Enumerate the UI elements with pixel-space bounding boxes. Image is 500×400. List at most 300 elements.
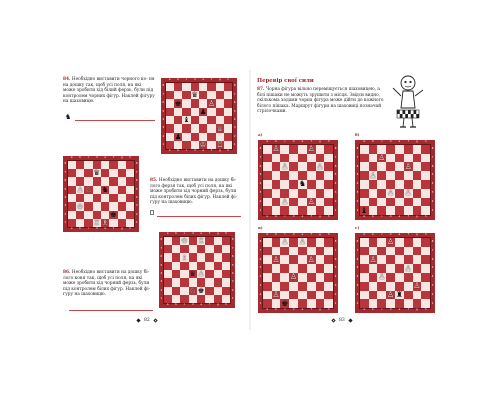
file-label: a [166,231,169,235]
square-g8 [413,145,422,154]
square-a2 [263,291,272,300]
square-d6 [191,99,199,107]
rank-label: 2 [135,212,138,216]
square-f6 [307,255,316,264]
square-c4 [280,273,289,282]
square-d8 [386,238,395,247]
square-f2 [109,211,117,219]
file-label: g [416,232,418,236]
rank-label: 2 [259,292,262,296]
square-a6 [166,99,174,107]
square-a6 [263,162,272,171]
square-e3 [298,189,307,198]
rank-label: 5 [356,266,359,270]
board-c [258,233,338,313]
file-label: c [87,155,90,159]
square-f4 [205,270,213,278]
square-f7 [307,154,316,163]
file-label: e [104,155,106,159]
square-a2 [263,198,272,207]
square-b1 [272,206,281,215]
white-piece: ♖ [197,235,205,245]
square-c5 [280,171,289,180]
square-e7 [395,154,404,163]
file-label: h [225,303,228,307]
square-e4 [197,270,205,278]
white-piece: ♙ [404,188,412,198]
board-grid [263,238,333,308]
square-h3 [324,189,333,198]
square-d6 [289,255,298,264]
rank-label: 7 [231,246,234,250]
square-b2 [272,198,281,207]
square-d7 [191,91,199,99]
file-label: b [79,155,81,159]
rank-label: 8 [231,238,234,242]
square-f2 [205,287,213,295]
square-a5 [164,262,172,270]
square-c1 [280,206,289,215]
rank-label: 1 [259,301,262,305]
file-label: h [129,227,132,231]
square-a4 [360,273,369,282]
square-b4 [172,270,180,278]
file-label: c [183,303,186,307]
rank-label: 3 [356,283,359,287]
square-e7 [101,169,109,177]
square-g7 [413,154,422,163]
square-e3 [395,189,404,198]
square-a4 [68,194,76,202]
square-c6 [280,162,289,171]
square-f2 [404,198,413,207]
square-h7 [222,245,230,253]
square-e5 [101,186,109,194]
rank-label: 2 [431,199,434,203]
rank-label: 8 [334,239,337,243]
label-a: а) [258,132,263,137]
rank-label: 1 [231,296,234,300]
rank-label: 5 [64,187,67,191]
square-a4 [360,180,369,189]
square-g1 [413,299,422,308]
file-label: d [95,227,98,231]
white-piece: ♙ [369,170,377,180]
square-e1 [298,299,307,308]
rank-label: 7 [356,248,359,252]
square-a8 [360,238,369,247]
square-c3 [182,124,190,132]
rank-label: 7 [64,170,67,174]
square-d7 [189,245,197,253]
square-f6 [307,162,316,171]
black-piece: ♚ [110,210,117,220]
square-g4 [316,180,325,189]
square-c1 [377,299,386,308]
square-h3 [421,189,430,198]
rank-label: 5 [334,266,337,270]
square-c4 [377,273,386,282]
square-b6 [172,253,180,261]
square-f8 [207,83,215,91]
white-piece: ♙ [316,161,324,171]
square-f4 [404,273,413,282]
square-h1 [324,206,333,215]
left-page [55,70,250,330]
square-g6 [413,162,422,171]
rank-label: 8 [64,162,67,166]
file-label: h [327,232,330,236]
square-e5 [395,171,404,180]
square-h7 [421,154,430,163]
file-label: e [301,139,304,143]
square-e3 [199,124,207,132]
square-b5 [272,171,281,180]
square-b8 [172,237,180,245]
square-f3 [307,282,316,291]
square-c4 [377,180,386,189]
square-a7 [164,245,172,253]
rank-label: 6 [64,179,67,183]
square-f2 [404,291,413,300]
square-a4 [164,270,172,278]
file-label: g [219,77,221,81]
square-b5 [172,262,180,270]
square-h7 [224,91,232,99]
square-e2 [298,291,307,300]
rank-label: 3 [259,190,262,194]
square-h5 [222,262,230,270]
square-g6 [316,255,325,264]
white-piece: ♕ [216,123,224,133]
rank-label: 8 [431,146,434,150]
square-b3 [172,278,180,286]
square-e1 [101,219,109,227]
answer-line-86 [69,310,153,311]
square-d4 [189,270,197,278]
square-b4 [369,180,378,189]
square-d8 [289,238,298,247]
file-label: g [121,227,123,231]
square-a2 [164,287,172,295]
black-piece: ♞ [298,179,306,189]
square-c8 [280,145,289,154]
black-piece: ♟ [174,132,182,142]
square-h5 [126,186,134,194]
square-g3 [413,282,422,291]
rank-label: 6 [162,101,165,105]
file-label: h [327,139,330,143]
square-g1 [118,219,126,227]
square-e2 [197,287,205,295]
square-g8 [413,238,422,247]
file-label: f [211,149,212,153]
square-d7 [289,247,298,256]
square-a6 [164,253,172,261]
file-label: g [217,303,219,307]
white-piece: ♙ [369,254,377,264]
rank-label: 7 [431,155,434,159]
file-label: e [398,139,401,143]
square-b7 [174,91,182,99]
white-piece: ♔ [181,235,188,245]
file-label: a [266,215,268,219]
rank-label: 6 [431,164,434,168]
white-piece: ♙ [281,197,289,207]
rank-label: 1 [356,208,359,212]
square-g8 [214,237,222,245]
square-a2 [166,133,174,141]
file-label: b [79,227,81,231]
rank-label: 5 [431,173,434,177]
white-piece: ♙ [387,188,395,198]
square-e7 [298,247,307,256]
rank-label: 1 [259,208,262,212]
square-g5 [316,264,325,273]
square-e4 [298,180,307,189]
square-h5 [421,171,430,180]
square-f5 [404,264,413,273]
square-a1 [263,299,272,308]
section-title: Перевір свої сили [257,78,314,84]
file-label: d [292,215,295,219]
square-f4 [207,116,215,124]
rank-label: 3 [334,190,337,194]
rank-label: 8 [162,84,165,88]
square-g6 [118,177,126,185]
square-h6 [421,162,430,171]
square-g1 [216,141,224,149]
square-f3 [207,124,215,132]
square-c3 [377,189,386,198]
rank-label: 5 [162,109,165,113]
square-a8 [166,83,174,91]
rank-label: 1 [356,301,359,305]
square-b8 [76,161,84,169]
file-label: a [166,303,169,307]
white-piece: ♙ [290,272,298,282]
file-label: c [381,308,383,312]
rank-label: 3 [135,204,138,208]
square-a2 [68,211,76,219]
rank-label: 6 [135,179,138,183]
square-h1 [421,299,430,308]
rank-label: 1 [160,296,163,300]
square-b5 [369,264,378,273]
square-b4 [272,273,281,282]
file-label: a [363,232,365,236]
square-d6 [93,177,101,185]
rank-label: 2 [231,288,234,292]
white-piece: ♙ [404,161,412,171]
square-h2 [324,291,333,300]
square-g5 [413,264,422,273]
square-b5 [272,264,281,273]
white-piece: ♙ [208,98,215,108]
square-g4 [214,270,222,278]
white-piece: ♖ [216,140,224,150]
white-piece: ♙ [387,290,395,300]
square-c1 [182,141,190,149]
square-c4 [182,116,190,124]
square-f7 [207,91,215,99]
square-e1 [197,295,205,303]
file-label: b [275,232,277,236]
square-f7 [404,247,413,256]
file-label: a [266,308,268,312]
square-f8 [404,238,413,247]
square-h7 [421,247,430,256]
rank-label: 3 [64,204,67,208]
file-label: d [292,139,295,143]
rank-label: 2 [334,292,337,296]
square-h4 [421,273,430,282]
white-piece: ♙ [281,237,289,247]
board-85 [63,156,139,232]
board-a [258,140,338,220]
rank-label: 7 [259,248,262,252]
square-f5 [307,171,316,180]
square-g6 [216,99,224,107]
square-d5 [386,264,395,273]
rank-label: 6 [356,164,359,168]
rank-label: 8 [135,162,138,166]
square-a4 [166,116,174,124]
square-a5 [263,171,272,180]
square-d5 [289,171,298,180]
square-g2 [214,287,222,295]
square-c7 [182,91,190,99]
file-label: h [129,155,132,159]
white-piece: ♙ [272,254,280,264]
file-label: b [175,231,177,235]
rank-label: 8 [356,146,359,150]
square-h8 [224,83,232,91]
file-label: g [219,149,221,153]
file-label: c [381,215,383,219]
square-b8 [272,238,281,247]
square-h6 [421,255,430,264]
white-piece: ♗ [101,218,109,228]
file-label: g [121,155,123,159]
square-g1 [413,206,422,215]
file-label: b [177,77,179,81]
square-f4 [307,180,316,189]
square-d3 [289,189,298,198]
square-d1 [289,299,298,308]
square-b3 [272,189,281,198]
file-label: g [416,139,418,143]
square-g2 [413,198,422,207]
square-a6 [360,162,369,171]
rank-label: 7 [334,248,337,252]
white-piece: ♙ [404,263,412,273]
file-label: h [424,308,427,312]
square-e3 [101,202,109,210]
file-label: c [183,231,186,235]
square-g5 [216,108,224,116]
white-piece: ♙ [307,197,315,207]
pawn-mascot-illustration [390,74,426,130]
black-piece: ♛ [189,269,197,279]
rank-label: 8 [259,239,262,243]
file-label: f [113,227,114,231]
square-g8 [316,238,325,247]
file-label: g [416,308,418,312]
square-g3 [316,282,325,291]
square-a3 [263,189,272,198]
square-b2 [272,291,281,300]
diamond-filled-icon [136,318,140,322]
rank-label: 1 [431,301,434,305]
file-label: f [310,232,312,236]
square-e6 [298,255,307,264]
square-d7 [386,154,395,163]
square-e7 [395,247,404,256]
file-label: h [227,149,230,153]
white-piece: ♙ [413,281,421,291]
file-label: b [372,232,374,236]
file-label: h [327,215,330,219]
white-piece: ♙ [272,290,280,300]
square-b1 [369,206,378,215]
rank-label: 8 [233,84,236,88]
rank-label: 4 [162,117,165,121]
rank-label: 4 [431,275,434,279]
square-b5 [369,171,378,180]
square-h5 [421,264,430,273]
rank-label: 3 [431,283,434,287]
file-label: e [104,227,106,231]
label-b: б) [355,132,360,137]
square-b4 [272,180,281,189]
square-g2 [316,291,325,300]
square-f5 [404,171,413,180]
board-b [355,140,435,220]
square-a7 [263,247,272,256]
square-e6 [395,255,404,264]
square-c1 [377,206,386,215]
file-label: e [202,77,204,81]
square-c1 [280,299,289,308]
rank-label: 6 [231,255,234,259]
square-a3 [164,278,172,286]
rank-label: 1 [431,208,434,212]
square-h3 [324,282,333,291]
square-e8 [199,83,207,91]
square-g1 [316,206,325,215]
file-label: c [87,227,90,231]
rank-label: 6 [431,257,434,261]
black-piece: ♝ [360,205,368,215]
square-d8 [189,237,197,245]
exercise-86-text: 86. Необхідно виставити на дошку бі- лого коня так, щоб усі поля, на які може зробити хід чорний ферзь, були під контролем білих фігур. Наклей фі- гуру на шаховицю. [63,270,151,298]
square-h2 [421,291,430,300]
square-a8 [263,145,272,154]
rank-label: 5 [356,173,359,177]
rank-label: 4 [431,182,434,186]
white-piece: ♖ [93,218,101,228]
white-piece: ♙ [307,144,315,154]
square-e5 [199,108,207,116]
board-84 [161,78,237,154]
square-d8 [386,145,395,154]
white-piece: ♙ [387,237,395,247]
square-d3 [93,202,101,210]
square-c3 [377,282,386,291]
square-b3 [369,282,378,291]
square-b2 [172,287,180,295]
